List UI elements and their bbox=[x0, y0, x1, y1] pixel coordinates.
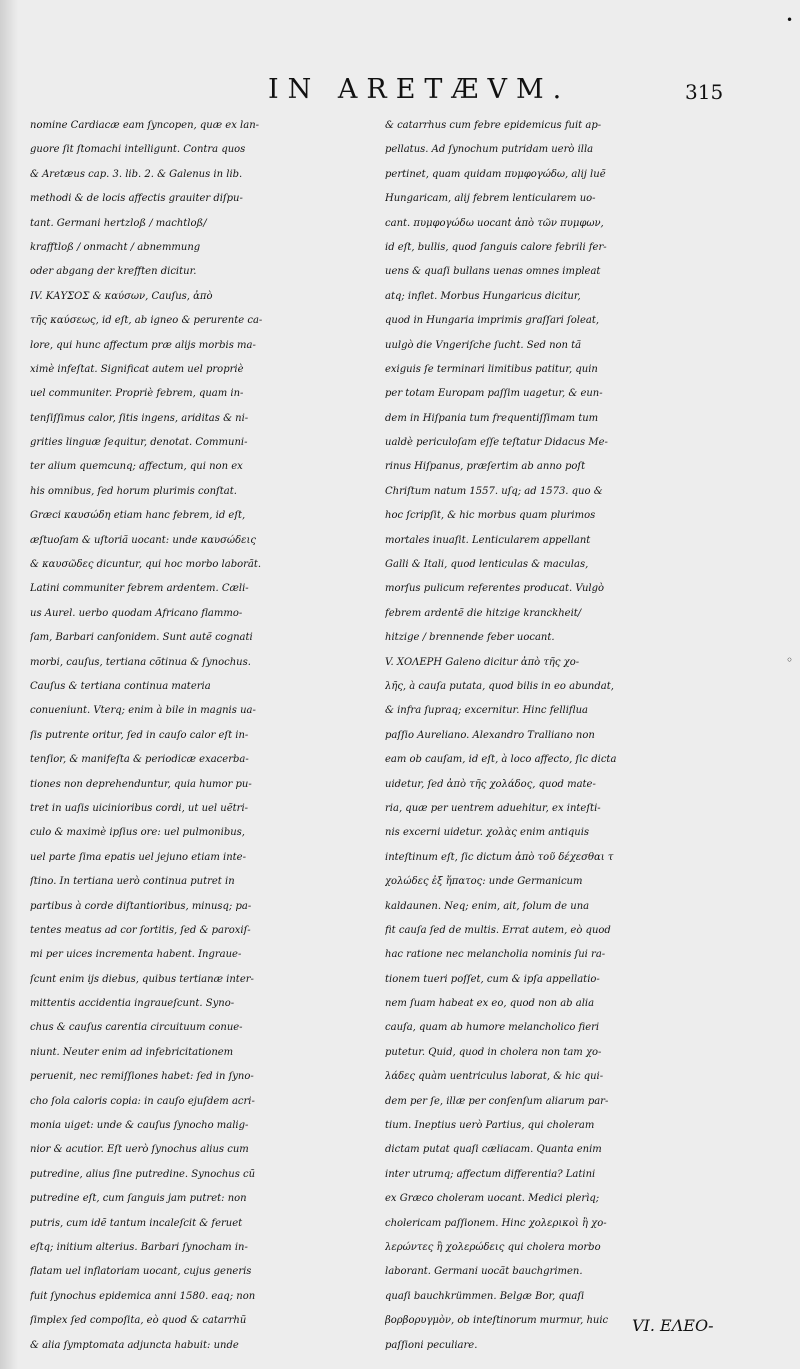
text-line: χολώδες ἐξ ἥπατος: unde Germanicum bbox=[385, 876, 583, 888]
text-line: nomine Cardiacæ eam ſyncopen, quæ ex lan- bbox=[30, 120, 260, 131]
text-line: per totam Europam paſſim uagetur, & eun- bbox=[385, 388, 603, 400]
text-line: tium. Ineptius uerò Partius, qui choleram bbox=[385, 1120, 595, 1132]
text-line: mortales inuaſit. Lenticularem appellant bbox=[385, 534, 591, 546]
text-line: monia uiget: unde & cauſus ſynocho malig- bbox=[30, 1120, 249, 1132]
text-line: tant. Germani hertzloß / machtloß/ bbox=[30, 217, 207, 229]
text-line: morſus pulicum referentes producat. Vulgò bbox=[385, 583, 605, 595]
text-line: putredine, alius ſine putredine. Synochus cũ bbox=[30, 1168, 256, 1180]
text-line: ualdè periculoſam eſſe teſtatur Didacus Me- bbox=[385, 437, 608, 449]
catchword: VI. ΕΛΕΟ- bbox=[632, 1316, 714, 1335]
text-line: hoc ſcripſit, & hic morbus quam plurimos bbox=[385, 510, 596, 522]
text-line: tenſior, & manifeſta & periodicæ exacerba- bbox=[30, 754, 249, 766]
right-column bbox=[385, 114, 725, 1358]
text-line: lore, qui hunc affectum præ alijs morbis ma- bbox=[30, 339, 256, 351]
text-line: tentes meatus ad cor ſortitis, ſed & paroxiſ- bbox=[30, 924, 251, 936]
text-line: τῆς καύσεως, id eſt, ab igneo & perurente ca- bbox=[30, 315, 263, 327]
text-line: guore ſit ſtomachi intelligunt. Contra quos bbox=[30, 144, 246, 156]
text-line: inter utrumq; affectum differentia? Latini bbox=[385, 1168, 596, 1180]
text-line: Galli & Itali, quod lenticulas & maculas, bbox=[385, 559, 589, 571]
text-line: laborant. Germani uocãt bauchgrimen. bbox=[385, 1266, 583, 1278]
text-line: uel parte ſima epatis uel jejuno etiam inte- bbox=[30, 851, 246, 863]
text-line: Hungaricam, alij febrem lenticularem uo- bbox=[385, 193, 596, 205]
text-line: eam ob cauſam, id eſt, à loco affecto, ſic dicta bbox=[385, 754, 617, 766]
text-line: ſis putrente oritur, ſed in cauſo calor eſt in- bbox=[30, 729, 249, 741]
text-line: chus & cauſus carentia circuituum conue- bbox=[30, 1022, 243, 1034]
running-head: IN ARETÆVM. bbox=[268, 74, 571, 105]
text-line: uulgò die Vngeriſche ſucht. Sed non tã bbox=[385, 339, 582, 351]
page-gutter bbox=[0, 0, 18, 1369]
text-line: λῆς, à cauſa putata, quod bilis in eo abundat, bbox=[385, 680, 614, 692]
text-line: grities linguæ ſequitur, denotat. Communi- bbox=[30, 437, 248, 449]
text-line: hac ratione nec melancholia nominis ſui ra- bbox=[385, 949, 606, 961]
text-line: quaſi bauchkrümmen. Belgæ Bor, quaſi bbox=[385, 1290, 585, 1302]
text-line: culo & maximè ipſius ore: uel pulmonibus, bbox=[30, 827, 245, 839]
text-line: Latini communiter febrem ardentem. Cæli- bbox=[30, 583, 249, 595]
text-line: putredine eſt, cum ſanguis jam putret: non bbox=[30, 1193, 247, 1205]
text-line: quod in Hungaria imprimis graſſari ſoleat, bbox=[385, 315, 600, 327]
text-line: ſcunt enim ijs diebus, quibus tertianæ inter- bbox=[30, 973, 254, 985]
text-line: mi per uices incrementa habent. Ingraue- bbox=[30, 949, 242, 961]
text-line: tiones non deprehenduntur, quia humor pu- bbox=[30, 778, 252, 790]
text-line: inteſtinum eſt, ſic dictum ἀπὸ τοῦ δέχεσθαι τ bbox=[385, 851, 614, 863]
text-line: & Aretæus cap. 3. lib. 2. & Galenus in lib. bbox=[30, 168, 243, 180]
text-line: partibus à corde diſtantioribus, minusq; pa- bbox=[30, 900, 252, 912]
text-line: kaldaunen. Neq; enim, ait, ſolum de una bbox=[385, 900, 590, 912]
text-line: dem per ſe, illæ per conſenſum aliarum par- bbox=[385, 1095, 609, 1107]
text-line: pertinet, quam quidam πυμφογώδω, alij luẽ bbox=[385, 168, 606, 180]
text-line: βορβορυγμὸν, ob inteſtinorum murmur, huic bbox=[385, 1315, 609, 1327]
text-line: paſſio Aureliano. Alexandro Tralliano non bbox=[385, 729, 595, 741]
margin-mark: • bbox=[786, 13, 794, 27]
text-line: eſtq; initium alterius. Barbari ſynocham in- bbox=[30, 1241, 248, 1253]
text-line: dictam putat quaſi cæliacam. Quanta enim bbox=[385, 1144, 602, 1156]
text-line: atq; inflet. Morbus Hungaricus dicitur, bbox=[385, 290, 581, 302]
text-line: nem ſuam habeat ex eo, quod non ab alia bbox=[385, 998, 595, 1010]
text-line: uel communiter. Propriè febrem, quam in- bbox=[30, 388, 244, 400]
text-line: hitzige / brennende feber uocant. bbox=[385, 632, 555, 644]
text-line: dem in Hiſpania tum frequentiſſimam tum bbox=[385, 412, 599, 424]
text-line: mittentis accidentia ingraueſcunt. Syno- bbox=[30, 998, 235, 1010]
text-line: methodi & de locis affectis grauiter diſpu- bbox=[30, 193, 243, 205]
text-line: ſam, Barbari canſonidem. Sunt autẽ cognati bbox=[30, 632, 253, 644]
text-line: conueniunt. Vterq; enim à bile in magnis ua- bbox=[30, 705, 256, 717]
text-line: putetur. Quid, quod in cholera non tam χο- bbox=[385, 1046, 602, 1058]
text-line: fuit ſynochus epidemica anni 1580. eaq; non bbox=[30, 1290, 256, 1302]
text-line: cant. πυμφογώδω uocant ἀπὸ τῶν πυμφων, bbox=[385, 217, 604, 229]
text-line: IV. ΚΑΥΣΟΣ & καύσων, Cauſus, ἀπὸ bbox=[30, 290, 213, 302]
text-line: cho ſola caloris copia: in cauſo ejuſdem acri- bbox=[30, 1095, 255, 1107]
page-number: 315 bbox=[685, 80, 724, 104]
text-line: cauſa, quam ab humore melancholico fieri bbox=[385, 1022, 600, 1034]
text-line: exiguis ſe terminari limitibus patitur, quin bbox=[385, 363, 598, 375]
text-line: & infra ſupraq; excernitur. Hinc felliflua bbox=[385, 705, 588, 717]
text-line: tret in uaſis uicinioribus cordi, ut uel uẽtri- bbox=[30, 802, 249, 814]
text-line: uidetur, ſed ἀπὸ τῆς χολάδος, quod mate- bbox=[385, 778, 596, 790]
text-line: æſtuoſam & uſtoriã uocant: unde καυσώδεις bbox=[30, 534, 256, 546]
text-line: ter alium quemcunq; affectum, qui non ex bbox=[30, 461, 243, 473]
text-line: morbi, cauſus, tertiana cõtinua & ſynochus. bbox=[30, 656, 251, 668]
text-line: λάδες quàm uentriculus laborat, & hic qui- bbox=[385, 1071, 604, 1083]
text-line: rinus Hiſpanus, præſertim ab anno poſt bbox=[385, 461, 586, 473]
text-line: krafftloß / onmacht / abnemmung bbox=[30, 241, 201, 253]
margin-mark: ◦ bbox=[786, 653, 794, 667]
text-line: paſſioni peculiare. bbox=[385, 1339, 478, 1351]
text-line: V. ΧΟΛΕΡΗ Galeno dicitur ἀπὸ τῆς χο- bbox=[385, 656, 580, 668]
text-line: putris, cum idẽ tantum incaleſcit & feruet bbox=[30, 1217, 243, 1229]
text-line: nior & acutior. Eſt uerò ſynochus alius cum bbox=[30, 1144, 249, 1156]
text-line: nis excerni uidetur. χολὰς enim antiquis bbox=[385, 827, 590, 839]
text-line: oder abgang der krefften dicitur. bbox=[30, 266, 197, 278]
text-line: ex Græco choleram uocant. Medici plerìq; bbox=[385, 1193, 600, 1205]
text-line: & catarrhus cum febre epidemicus fuit ap- bbox=[385, 120, 602, 131]
text-line: his omnibus, ſed horum plurimis conſtat. bbox=[30, 485, 237, 497]
text-line: tionem tueri poſſet, cum & ipſa appellatio- bbox=[385, 973, 600, 985]
text-line: Græci καυσώδη etiam hanc febrem, id eſt, bbox=[30, 510, 246, 522]
left-column bbox=[30, 114, 370, 1358]
text-line: & alia ſymptomata adjuncta habuit: unde bbox=[30, 1339, 239, 1351]
text-line: Cauſus & tertiana continua materia bbox=[30, 680, 211, 692]
text-line: ria, quæ per uentrem aduehitur, ex inteſti- bbox=[385, 802, 601, 814]
text-line: febrem ardentẽ die hitzige kranckheit/ bbox=[385, 607, 582, 619]
text-line: pellatus. Ad ſynochum putridam uerò illa bbox=[385, 144, 594, 156]
text-line: niunt. Neuter enim ad infebricitationem bbox=[30, 1046, 234, 1058]
text-line: ſimplex ſed compoſita, eò quod & catarrhũ bbox=[30, 1315, 247, 1327]
text-line: Chriſtum natum 1557. uſq; ad 1573. quo & bbox=[385, 485, 603, 497]
text-line: id eſt, bullis, quod ſanguis calore febrili fer- bbox=[385, 241, 607, 253]
text-line: ſtino. In tertiana uerò continua putret in bbox=[30, 876, 235, 888]
text-line: us Aurel. uerbo quodam Africano flammo- bbox=[30, 607, 243, 619]
text-line: & καυσῶδες dicuntur, qui hoc morbo laborãt. bbox=[30, 559, 262, 571]
text-line: tenſiſſimus calor, ſitis ingens, ariditas & ni- bbox=[30, 412, 249, 424]
text-line: peruenit, nec remiſſiones habet: ſed in ſyno- bbox=[30, 1071, 254, 1083]
text-line: fit cauſa ſed de multis. Errat autem, eò quod bbox=[385, 924, 611, 936]
text-line: λερώντες ἢ χολερώδεις qui cholera morbo bbox=[385, 1241, 601, 1253]
text-line: uens & quaſi bullans uenas omnes impleat bbox=[385, 266, 601, 278]
text-line: cholericam paſſionem. Hinc χολερικοὶ ἢ χο- bbox=[385, 1217, 607, 1229]
text-line: flatam uel inflatoriam uocant, cujus generis bbox=[30, 1266, 252, 1278]
text-line: ximè infeſtat. Significat autem uel propriè bbox=[30, 363, 244, 375]
